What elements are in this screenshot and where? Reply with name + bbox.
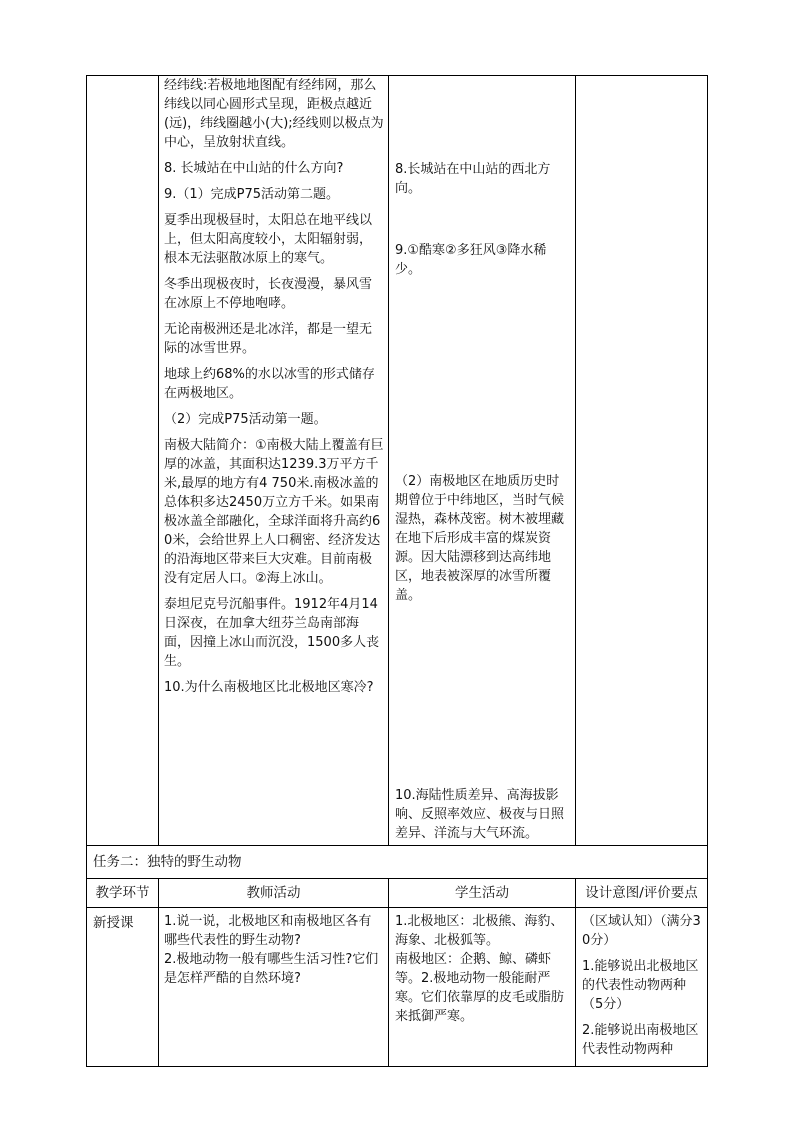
col3-divider-lower — [575, 878, 576, 1066]
teacher-text-polar-day: 夏季出现极昼时，太阳总在地平线以上，但太阳高度较小，太阳辐射弱，根本无法驱散冰原上的寒气。 — [164, 213, 373, 266]
teacher-question-animals: 1.说一说，北极地区和南极地区各有哪些代表性的野生动物? — [164, 914, 372, 948]
header-stage: 教学环节 — [95, 885, 150, 901]
header-student-activity: 学生活动 — [455, 885, 509, 901]
teacher-text-polar-night: 冬季出现极夜时，长夜漫漫，暴风雪在冰原上不停地咆哮。 — [164, 277, 373, 311]
col2-divider-upper — [388, 75, 389, 845]
teacher-activity-9-2: （2）完成P75活动第一题。 — [164, 412, 327, 427]
teacher-text-titanic: 泰坦尼克号沉船事件。1912年4月14日深夜，在加拿大纽芬兰岛南部海面，因撞上冰山而沉没，1500多人丧生。 — [164, 597, 380, 669]
upper-teacher-cell — [164, 76, 384, 704]
lower-student-cell — [395, 912, 571, 1026]
table-left-border — [86, 75, 87, 1066]
teacher-question-habits: 2.极地动物一般有哪些生活习性?它们是怎样严酷的自然环境? — [164, 952, 379, 986]
student-answer-9-2: （2）南极地区在地质历史时期曾位于中纬地区，当时气候湿热，森林茂密。树木被埋藏在地下后形成丰富的煤炭资源。因大陆漂移到达高纬地区，地表被深厚的冰雪所覆盖。 — [395, 474, 565, 603]
col2-divider-lower — [388, 878, 389, 1066]
student-answer-10: 10.海陆性质差异、高海拔影响、反照率效应、极夜与日照差异、洋流与大气环流。 — [395, 788, 565, 841]
header-design-intent: 设计意图/评价要点 — [585, 885, 698, 901]
table-right-border — [707, 75, 708, 1066]
teacher-text-antarctica-intro: 南极大陆简介：①南极大陆上覆盖有巨厚的冰盖，其面积达1239.3万平方千米,最厚的地方有4 750米.南极冰盖的总体积多达2450万立方千米。如果南极冰盖全部融化，全球洋面将升高约60米，会给世界上人口稠密、经济发达的沿海地区带来巨大灾难。目前南极没有定居人口。②海上冰山。 — [164, 438, 384, 586]
teacher-text-ice-world: 无论南极洲还是北冰洋，都是一望无际的冰雪世界。 — [164, 322, 373, 356]
student-answer-antarctic-animals: 南极地区：企鹅、鲸、磷虾等。2.极地动物一般能耐严寒。它们依靠厚的皮毛或脂肪来抵御严寒。 — [395, 952, 565, 1024]
table-bottom-border — [86, 1066, 708, 1067]
teacher-text-water-ice: 地球上约68%的水以冰雪的形式储存在两极地区。 — [164, 367, 375, 401]
teacher-text-latlong: 经纬线:若极地地图配有经纬网，那么纬线以同心圆形式呈现，距极点越近(远)，纬线圈越小(大);经线则以极点为中心，呈放射状直线。 — [164, 78, 384, 150]
teacher-question-8: 8. 长城站在中山站的什么方向? — [164, 161, 344, 176]
header-top-border — [86, 878, 708, 879]
header-teacher-activity: 教师活动 — [246, 885, 301, 901]
col3-divider-upper — [575, 75, 576, 845]
lower-teacher-cell — [164, 912, 384, 988]
task2-top-border — [86, 845, 708, 846]
design-point-2: 2.能够说出南极地区代表性动物两种 — [582, 1023, 699, 1057]
teacher-question-10: 10.为什么南极地区比北极地区寒冷? — [164, 680, 374, 695]
student-answer-arctic-animals: 1.北极地区：北极熊、海豹、海象、北极狐等。 — [395, 914, 564, 948]
stage-new-lesson: 新授课 — [93, 915, 134, 931]
design-point-1: 1.能够说出北极地区的代表性动物两种（5分） — [582, 959, 699, 1012]
header-bottom-border — [86, 907, 708, 908]
design-region-cognition: （区域认知）（满分30分） — [582, 914, 701, 948]
task2-title: 任务二：独特的野生动物 — [93, 854, 242, 870]
student-answer-8: 8.长城站在中山站的西北方向。 — [395, 162, 551, 196]
lower-design-cell — [582, 912, 704, 1066]
col1-divider-upper — [158, 75, 159, 845]
student-answer-9: 9.①酷寒②多狂风③降水稀少。 — [395, 243, 547, 277]
teacher-activity-9-1: 9.（1）完成P75活动第二题。 — [164, 187, 340, 202]
col1-divider-lower — [158, 878, 159, 1066]
